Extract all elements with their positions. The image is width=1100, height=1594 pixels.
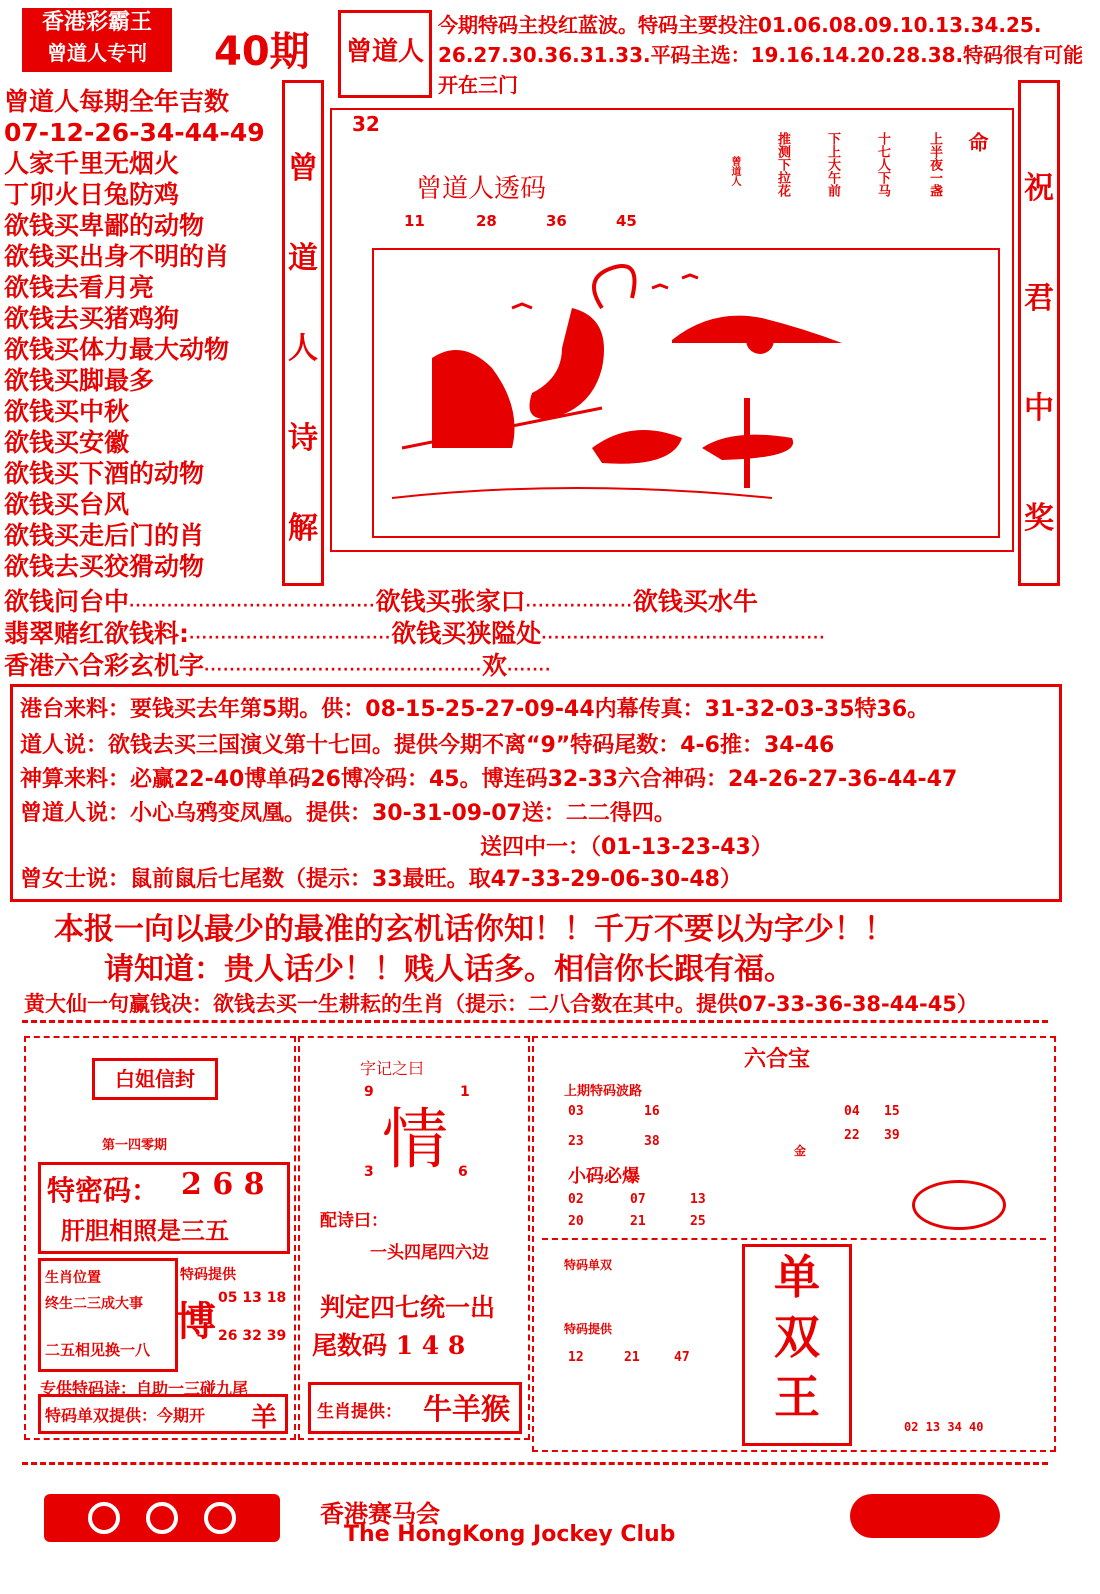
landscape-illustration bbox=[372, 248, 1000, 538]
notice-line-2: 26.27.30.36.31.33.平码主选：19.16.14.20.28.38.特码很有可能 bbox=[438, 43, 1084, 67]
scroll-number-top: 32 bbox=[352, 112, 380, 136]
shengxiao-label: 生肖位置 bbox=[45, 1270, 101, 1286]
zodiac-box bbox=[308, 1382, 522, 1434]
right-title: 六合宝 bbox=[744, 1047, 811, 1072]
small-num: 13 bbox=[690, 1192, 706, 1207]
zodiac-value: 牛羊猴 bbox=[423, 1392, 511, 1426]
panel-middle bbox=[298, 1036, 530, 1440]
left-scroll-post bbox=[282, 80, 324, 586]
oval-stamp bbox=[912, 1180, 1006, 1230]
left-riddle-line: 欲钱买体力最大动物 bbox=[4, 335, 230, 364]
num-a: 03 bbox=[568, 1104, 584, 1119]
riddle-2b: 欲钱买狭隘处 bbox=[391, 619, 542, 648]
left-post-char: 人 bbox=[288, 331, 318, 366]
riddle-row-1: 欲钱问台中·······································欲钱买张家口·················欲钱买水牛 bbox=[4, 587, 758, 616]
bo-nums-1: 05 13 18 bbox=[218, 1290, 287, 1306]
panel-left-header-box bbox=[92, 1058, 218, 1100]
lucky-numbers: 07-12-26-34-44-49 bbox=[4, 118, 265, 147]
vertical-col: 推测下拉花 bbox=[775, 132, 790, 197]
divider-bottom bbox=[22, 1462, 1048, 1465]
scroll-title: 曾道人透码 bbox=[416, 174, 547, 204]
footer-line-1: 香港赛马会 bbox=[320, 1499, 440, 1528]
slogan-line-2: 请知道：贵人话少！！贱人话多。相信你长跟有福。 bbox=[104, 952, 794, 987]
num-c: 12 bbox=[568, 1350, 584, 1365]
huang-line: 黄大仙一句赢钱决：欲钱去买一生耕耘的生肖（提示：二八合数在其中。提供07-33-36-38-44-45） bbox=[24, 992, 978, 1016]
seal-stamp bbox=[338, 10, 432, 98]
tema-hint: 肝胆相照是三五 bbox=[61, 1217, 229, 1245]
scroll-num: 45 bbox=[616, 212, 637, 230]
footer-line-2: The HongKong Jockey Club bbox=[344, 1522, 676, 1547]
right-post-char: 祝 bbox=[1024, 171, 1054, 206]
bo-block bbox=[176, 1260, 288, 1366]
shengxiao-box bbox=[38, 1258, 178, 1372]
logo-line-1: 香港彩霸王 bbox=[41, 10, 152, 35]
judge-text: 判定四七统一出 bbox=[320, 1293, 496, 1322]
right-divider bbox=[542, 1238, 1046, 1240]
num-c: 21 bbox=[624, 1350, 640, 1365]
left-title: 曾道人每期全年吉数 bbox=[4, 87, 230, 116]
vertical-col: 上半夜一盏 bbox=[927, 132, 942, 197]
small-num: 21 bbox=[630, 1214, 646, 1229]
riddle-1b: 欲钱买张家口 bbox=[375, 587, 526, 616]
info-line-5: 送四中一：（01-13-23-43） bbox=[480, 835, 773, 860]
footer-pattern-icon bbox=[44, 1494, 280, 1542]
left-riddle-line: 欲钱买卑鄙的动物 bbox=[4, 211, 205, 240]
slogan-line-1: 本报一向以最少的最准的玄机话你知！！千万不要以为字少！！ bbox=[54, 912, 894, 947]
big-char: 情 bbox=[382, 1101, 448, 1178]
bo-label: 特码提供 bbox=[180, 1267, 236, 1283]
left-riddle-line: 欲钱买走后门的肖 bbox=[4, 521, 205, 550]
small-num: 25 bbox=[690, 1214, 706, 1229]
bottom-value: 羊 bbox=[251, 1403, 278, 1433]
special-text: 专供特码诗：自助一三碰九尾 bbox=[40, 1379, 249, 1398]
right-post-char: 中 bbox=[1024, 391, 1054, 426]
left-riddle-line: 欲钱买脚最多 bbox=[4, 366, 155, 395]
left-riddle-line: 丁卯火日兔防鸡 bbox=[4, 180, 180, 209]
king-char-3: 王 bbox=[774, 1370, 820, 1424]
vertical-col: 命 bbox=[965, 132, 989, 152]
panel-left-sub: 第一四零期 bbox=[102, 1138, 168, 1153]
bo-char: 博 bbox=[176, 1299, 216, 1345]
notice-line-3: 开在三门 bbox=[438, 73, 518, 97]
num-b: 22 bbox=[844, 1128, 860, 1143]
num-a: 38 bbox=[644, 1134, 660, 1149]
right-scroll-post bbox=[1018, 80, 1060, 586]
panel-left-header: 白姐信封 bbox=[115, 1067, 195, 1091]
num-b: 15 bbox=[884, 1104, 900, 1119]
tema-label: 特密码： bbox=[47, 1174, 160, 1207]
num-c: 47 bbox=[674, 1350, 690, 1365]
char-nine: 9 bbox=[364, 1084, 374, 1100]
bo-nums-2: 26 32 39 bbox=[218, 1328, 287, 1344]
king-char-2: 双 bbox=[774, 1310, 820, 1364]
riddle-3b: 欢 bbox=[482, 651, 508, 680]
left-riddle-line: 欲钱去买狡猾动物 bbox=[4, 552, 205, 581]
king-char-1: 单 bbox=[774, 1250, 820, 1304]
last-label: 上期特码波路 bbox=[564, 1084, 643, 1099]
gold-label: 金 bbox=[794, 1144, 807, 1158]
left-riddle-line: 欲钱买下酒的动物 bbox=[4, 459, 205, 488]
left-riddle-line: 人家千里无烟火 bbox=[4, 149, 180, 178]
bottom-line-box bbox=[38, 1394, 288, 1434]
footer-logo-left bbox=[44, 1494, 280, 1542]
char-six: 6 bbox=[458, 1164, 468, 1180]
left-riddle-line: 欲钱去买猪鸡狗 bbox=[4, 304, 180, 333]
poem-text: 一头四尾四六边 bbox=[370, 1243, 489, 1263]
info-line-1: 港台来料：要钱买去年第5期。供：08-15-25-27-09-44内幕传真：31-32-03-35特36。 bbox=[20, 697, 930, 722]
left-post-char: 解 bbox=[288, 511, 318, 546]
issue-number: 40期 bbox=[214, 29, 310, 75]
left-riddle-line: 欲钱买台风 bbox=[4, 490, 130, 519]
riddle-1c: 欲钱买水牛 bbox=[632, 587, 758, 616]
pair-text: 二五相见换一八 bbox=[45, 1341, 151, 1359]
small-label: 小码必爆 bbox=[568, 1166, 640, 1187]
num-a: 16 bbox=[644, 1104, 660, 1119]
vertical-col: 十七人下马 bbox=[875, 132, 890, 197]
logo-line-2: 曾道人专刊 bbox=[47, 41, 147, 65]
small-num: 02 bbox=[568, 1192, 584, 1207]
shengxiao-text: 终生二三成大事 bbox=[45, 1296, 143, 1312]
logo-block bbox=[22, 8, 172, 72]
char-label-top: 字记之曰 bbox=[360, 1059, 425, 1078]
num-b: 04 bbox=[844, 1104, 860, 1119]
riddle-3a: 香港六合彩玄机字 bbox=[4, 651, 205, 680]
zodiac-label: 生肖提供： bbox=[317, 1402, 402, 1422]
riddle-1a: 欲钱问台中 bbox=[4, 587, 130, 616]
scroll-num: 28 bbox=[476, 212, 497, 230]
left-riddle-line: 欲钱去看月亮 bbox=[4, 273, 155, 302]
header-notice bbox=[438, 10, 1083, 100]
vertical-col: 下上大午前 bbox=[825, 132, 840, 197]
left-riddle-line: 欲钱买安徽 bbox=[4, 428, 130, 457]
footer-logo-right bbox=[850, 1494, 1000, 1538]
divider-top bbox=[22, 1020, 1048, 1023]
riddle-row-2: 翡翠赌红欲钱料:································欲钱买狭隘处············································· bbox=[4, 619, 826, 648]
char-one: 1 bbox=[460, 1084, 470, 1100]
info-line-3: 神算来料：必赢22-40博单码26博冷码：45。博连码32-33六合神码：24-26-27-36-44-47 bbox=[20, 767, 958, 792]
left-post-char: 道 bbox=[288, 241, 318, 276]
seal-text: 曾道人 bbox=[345, 37, 424, 67]
left-post-char: 诗 bbox=[288, 421, 318, 456]
left-riddle-line: 欲钱买出身不明的肖 bbox=[4, 242, 230, 271]
left-post-char: 曾 bbox=[288, 151, 318, 186]
small-num: 07 bbox=[630, 1192, 646, 1207]
tema-value: 2 6 8 bbox=[181, 1167, 265, 1202]
info-line-4: 曾道人说：小心乌鸦变凤凰。提供：30-31-09-07送：二二得四。 bbox=[20, 801, 676, 826]
notice-line-1: 今期特码主投红蓝波。特码主要投注01.06.08.09.10.13.34.25. bbox=[438, 13, 1042, 37]
riddle-row-3: 香港六合彩玄机字············································欢······· bbox=[4, 651, 552, 680]
right-post-char: 奖 bbox=[1024, 501, 1054, 536]
poem-label: 配诗曰： bbox=[320, 1211, 388, 1231]
right-post-char: 君 bbox=[1024, 281, 1054, 316]
riddle-2a: 翡翠赌红欲钱料: bbox=[4, 619, 189, 648]
char-three: 3 bbox=[364, 1164, 374, 1180]
tail-text: 尾数码 1 4 8 bbox=[312, 1331, 466, 1360]
info-line-6: 曾女士说：鼠前鼠后七尾数（提示：33最旺。取47-33-29-06-30-48） bbox=[20, 867, 742, 892]
scroll-num: 36 bbox=[546, 212, 567, 230]
left-riddle-line: 欲钱买中秋 bbox=[4, 397, 130, 426]
scroll-vertical-text bbox=[702, 132, 992, 232]
panel-right bbox=[532, 1036, 1056, 1452]
hint-label: 特码提供 bbox=[564, 1322, 613, 1336]
num-a: 23 bbox=[568, 1134, 584, 1149]
scroll-num: 11 bbox=[404, 212, 425, 230]
num-b: 39 bbox=[884, 1128, 900, 1143]
panel-left bbox=[24, 1036, 296, 1440]
tema-box bbox=[38, 1162, 290, 1254]
num-d: 02 13 34 40 bbox=[904, 1420, 984, 1434]
king-box bbox=[742, 1244, 852, 1446]
small-num: 20 bbox=[568, 1214, 584, 1229]
scroll-painting bbox=[330, 108, 1014, 552]
vertical-col: 曾道人 bbox=[729, 156, 740, 186]
bottom-text: 特码单双提供：今期开 bbox=[45, 1406, 206, 1425]
single-label: 特码单双 bbox=[564, 1258, 613, 1272]
info-line-2: 道人说：欲钱去买三国演义第十七回。提供今期不离“9”特码尾数：4-6推：34-46 bbox=[20, 733, 835, 758]
